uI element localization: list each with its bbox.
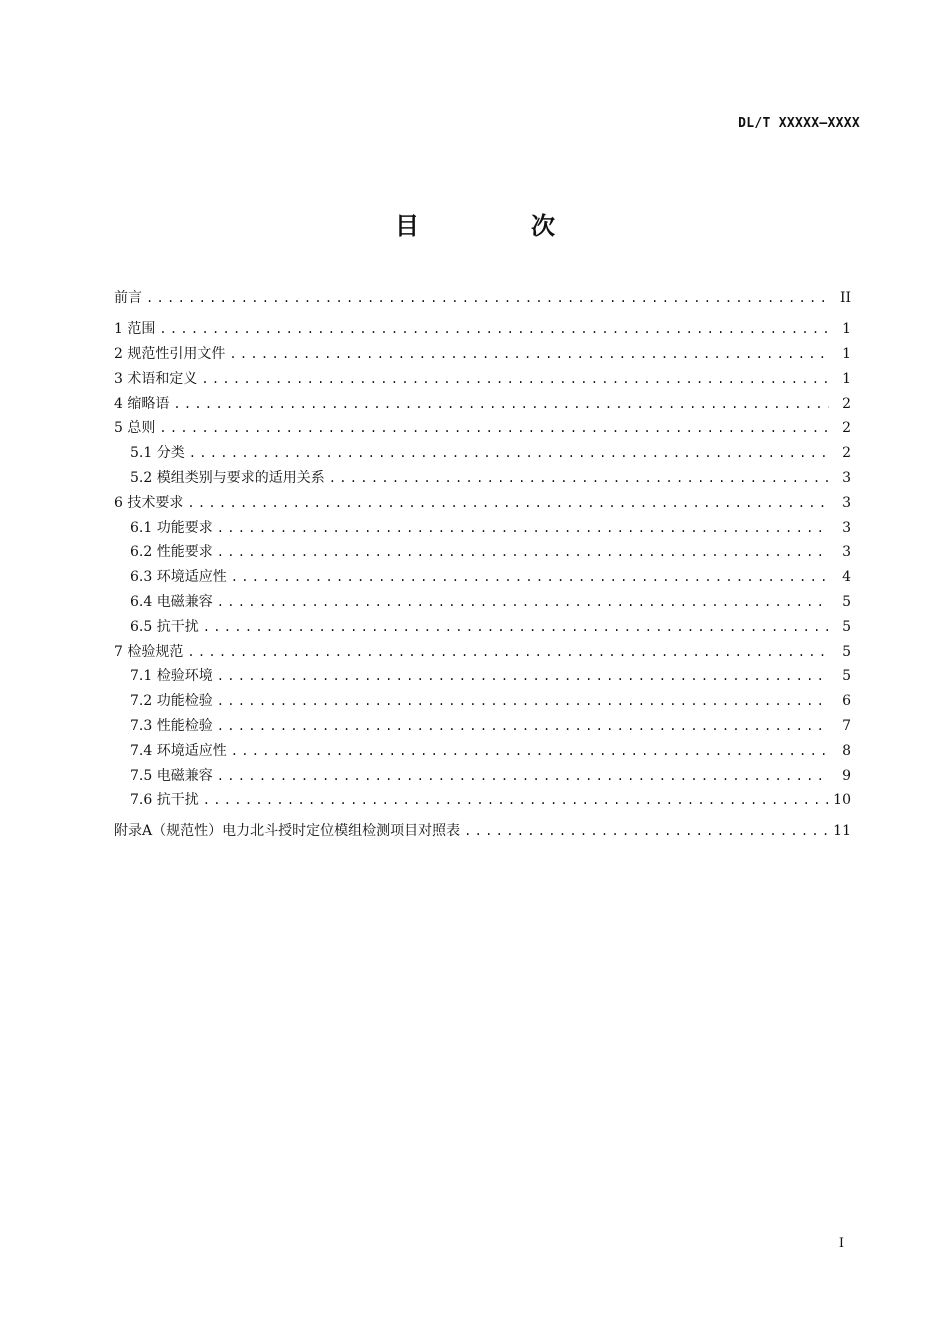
toc-leader-dots bbox=[187, 640, 829, 665]
toc-entry-2[interactable] bbox=[114, 342, 851, 367]
toc-leader-dots bbox=[173, 392, 829, 417]
toc-leader-dots bbox=[189, 441, 829, 466]
document-code: DL/T XXXXX—XXXX bbox=[738, 116, 860, 131]
toc-entry-text: 7.4 环境适应性 bbox=[130, 742, 227, 759]
toc-entry-6-4[interactable] bbox=[114, 590, 851, 615]
toc-entry-3[interactable] bbox=[114, 367, 851, 392]
toc-entry-text: 6.3 环境适应性 bbox=[130, 569, 227, 586]
toc-entry-page: 8 bbox=[842, 742, 851, 759]
toc-entry-page: 2 bbox=[842, 445, 851, 462]
toc-entry-page: 3 bbox=[842, 470, 851, 487]
toc-entry-page: 3 bbox=[842, 494, 851, 511]
toc-entry-6[interactable] bbox=[114, 491, 851, 516]
toc-entry-7-2[interactable] bbox=[114, 689, 851, 714]
toc-entry-text: 2 规范性引用文件 bbox=[114, 346, 226, 363]
toc-entry-7-1[interactable] bbox=[114, 664, 851, 689]
toc-leader-dots bbox=[217, 764, 829, 789]
toc-leader-dots bbox=[203, 615, 829, 640]
toc-leader-dots bbox=[231, 739, 829, 764]
toc-leader-dots bbox=[217, 664, 829, 689]
toc-entry-6-2[interactable] bbox=[114, 540, 851, 565]
toc-entry-text: 附录A（规范性）电力北斗授时定位模组检测项目对照表 bbox=[114, 823, 461, 840]
toc-leader-dots bbox=[217, 540, 829, 565]
table-of-contents bbox=[114, 286, 851, 844]
toc-entry-page: II bbox=[839, 290, 851, 306]
toc-entry-page: 6 bbox=[842, 693, 851, 710]
toc-entry-7-6[interactable] bbox=[114, 788, 851, 813]
toc-entry-page: 1 bbox=[842, 321, 851, 338]
toc-leader-dots bbox=[217, 714, 829, 739]
toc-entry-7-3[interactable] bbox=[114, 714, 851, 739]
toc-leader-dots bbox=[231, 565, 829, 590]
toc-entry-7[interactable] bbox=[114, 640, 851, 665]
toc-entry-5-2[interactable] bbox=[114, 466, 851, 491]
toc-leader-dots bbox=[217, 516, 829, 541]
toc-entry-appendix-a[interactable] bbox=[114, 819, 851, 844]
toc-entry-6-5[interactable] bbox=[114, 615, 851, 640]
toc-entry-page: 5 bbox=[842, 643, 851, 660]
toc-entry-page: 3 bbox=[842, 519, 851, 536]
toc-entry-page: 1 bbox=[842, 370, 851, 387]
toc-entry-text: 4 缩略语 bbox=[114, 395, 170, 412]
toc-entry-7-5[interactable] bbox=[114, 764, 851, 789]
toc-entry-6-3[interactable] bbox=[114, 565, 851, 590]
toc-entry-page: 11 bbox=[833, 823, 851, 840]
toc-title: 目 次 bbox=[395, 212, 599, 240]
toc-entry-5-1[interactable] bbox=[114, 441, 851, 466]
toc-leader-dots bbox=[159, 317, 829, 342]
toc-entry-text: 5.2 模组类别与要求的适用关系 bbox=[130, 470, 325, 487]
toc-entry-page: 1 bbox=[842, 346, 851, 363]
toc-leader-dots bbox=[217, 689, 829, 714]
toc-entry-text: 5.1 分类 bbox=[130, 445, 185, 462]
toc-entry-text: 前言 bbox=[114, 290, 142, 306]
toc-entry-text: 6.1 功能要求 bbox=[130, 519, 213, 536]
toc-entry-text: 6.4 电磁兼容 bbox=[130, 594, 213, 611]
toc-entry-page: 7 bbox=[842, 718, 851, 735]
toc-leader-dots bbox=[464, 819, 829, 844]
toc-entry-page: 4 bbox=[842, 569, 851, 586]
toc-entry-text: 7 检验规范 bbox=[114, 643, 184, 660]
toc-entry-5[interactable] bbox=[114, 416, 851, 441]
toc-entry-text: 7.3 性能检验 bbox=[130, 718, 213, 735]
page-number: I bbox=[838, 1236, 844, 1251]
toc-leader-dots bbox=[217, 590, 829, 615]
toc-entry-page: 2 bbox=[842, 420, 851, 437]
toc-leader-dots bbox=[203, 788, 829, 813]
toc-entry-page: 5 bbox=[842, 668, 851, 685]
toc-entry-text: 7.5 电磁兼容 bbox=[130, 767, 213, 784]
toc-entry-text: 7.2 功能检验 bbox=[130, 693, 213, 710]
toc-entry-text: 6.5 抗干扰 bbox=[130, 618, 199, 635]
toc-entry-page: 9 bbox=[842, 767, 851, 784]
toc-entry-page: 2 bbox=[842, 395, 851, 412]
toc-entry-4[interactable] bbox=[114, 392, 851, 417]
toc-entry-text: 6 技术要求 bbox=[114, 494, 184, 511]
toc-leader-dots bbox=[329, 466, 829, 491]
toc-entry-page: 10 bbox=[833, 792, 851, 809]
toc-entry-text: 1 范围 bbox=[114, 321, 156, 338]
toc-leader-dots bbox=[159, 416, 829, 441]
toc-entry-page: 5 bbox=[842, 594, 851, 611]
toc-entry-text: 6.2 性能要求 bbox=[130, 544, 213, 561]
toc-entry-text: 7.1 检验环境 bbox=[130, 668, 213, 685]
toc-leader-dots bbox=[229, 342, 829, 367]
toc-entry-preface[interactable] bbox=[114, 286, 851, 311]
toc-entry-text: 5 总则 bbox=[114, 420, 156, 437]
toc-entry-7-4[interactable] bbox=[114, 739, 851, 764]
toc-entry-text: 7.6 抗干扰 bbox=[130, 792, 199, 809]
toc-leader-dots bbox=[146, 286, 829, 311]
toc-entry-6-1[interactable] bbox=[114, 516, 851, 541]
toc-leader-dots bbox=[201, 367, 829, 392]
toc-entry-text: 3 术语和定义 bbox=[114, 370, 198, 387]
toc-entry-page: 5 bbox=[842, 618, 851, 635]
toc-leader-dots bbox=[187, 491, 829, 516]
toc-entry-page: 3 bbox=[842, 544, 851, 561]
toc-entry-1[interactable] bbox=[114, 317, 851, 342]
